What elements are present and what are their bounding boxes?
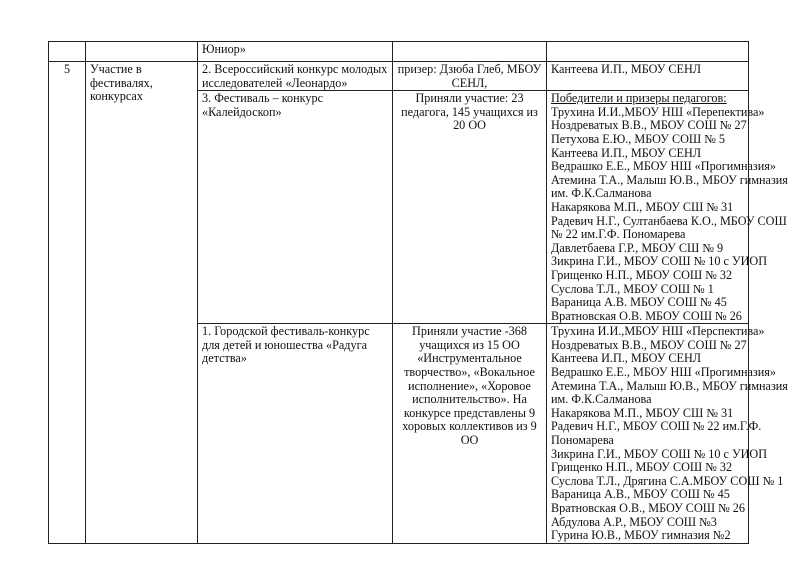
teacher-line: Кантеева И.П., МБОУ СЕНЛ xyxy=(551,351,702,366)
teachers-cell xyxy=(547,91,788,324)
teacher-line: Ведрашко Е.Е., МБОУ НШ «Прогимназия» xyxy=(551,159,776,174)
teacher-line: Накарякова М.П., МБОУ СШ № 31 xyxy=(551,199,734,214)
teacher-line: № 22 им.Г.Ф. Пономарева xyxy=(551,227,686,242)
teachers-cell xyxy=(547,324,788,544)
teacher-line: Ведрашко Е.Е., МБОУ НШ «Прогимназия» xyxy=(551,365,776,380)
result-cell xyxy=(393,42,547,62)
result-cell: Приняли участие -368 учащихся из 15 ОО «Инструментальное творчество», «Вокальное исполнение», «Хоровое исполнительство». На конкурсе представлены 9 хоровых коллективов из 9 ОО xyxy=(393,324,547,544)
teacher-line: Зикрина Г.И., МБОУ СОШ № 10 с УИОП xyxy=(551,254,768,269)
result-cell: призер: Дзюба Глеб, МБОУ СЕНЛ, xyxy=(393,62,547,91)
category-cell: Участие в фестивалях, конкурсах xyxy=(86,62,198,544)
teacher-line: Кантеева И.П., МБОУ СЕНЛ xyxy=(551,62,702,76)
teacher-line: Атемина Т.А., Малыш Ю.В., МБОУ гимназия xyxy=(551,378,788,393)
teacher-line: Грищенко Н.П., МБОУ СОШ № 32 xyxy=(551,460,733,475)
teacher-line: Пономарева xyxy=(551,433,614,448)
event-cell: 1. Городской фестиваль-конкурс для детей и юношества «Радуга детства» xyxy=(198,324,393,544)
number-cell xyxy=(49,42,86,62)
teacher-line: Давлетбаева Г.Р., МБОУ СШ № 9 xyxy=(551,240,724,255)
event-cell: 2. Всероссийский конкурс молодых исследователей «Леонардо» xyxy=(198,62,393,91)
teacher-line: Суслова Т.Л., МБОУ СОШ № 1 xyxy=(551,281,714,296)
results-table xyxy=(48,41,788,544)
teacher-line: Радевич Н.Г., МБОУ СОШ № 22 им.Г.Ф. xyxy=(551,419,762,434)
number-cell: 5 xyxy=(49,62,86,544)
result-cell: Приняли участие: 23 педагога, 145 учащихся из 20 ОО xyxy=(393,91,547,324)
teachers-heading: Победители и призеры педагогов: xyxy=(551,91,727,106)
table-row xyxy=(49,42,749,62)
teacher-line: Трухина И.И.,МБОУ НШ «Перспектива» xyxy=(551,324,765,339)
event-cell: 3. Фестиваль – конкурс «Калейдоскоп» xyxy=(198,91,393,324)
teacher-line: Радевич Н.Г., Султанбаева К.О., МБОУ СОШ xyxy=(551,213,787,228)
teacher-line: Гурина Ю.В., МБОУ гимназия №2 xyxy=(551,528,731,543)
teacher-line: Накарякова М.П., МБОУ СШ № 31 xyxy=(551,405,734,420)
teacher-line: Кантеева И.П., МБОУ СЕНЛ xyxy=(551,145,702,160)
teacher-line: им. Ф.К.Салманова xyxy=(551,392,652,407)
teacher-line: Трухина И.И.,МБОУ НШ «Перепектива» xyxy=(551,104,765,119)
teacher-line: им. Ф.К.Салманова xyxy=(551,186,652,201)
teacher-line: Суслова Т.Л., Дрягина С.А.МБОУ СОШ № 1 xyxy=(551,473,784,488)
teacher-line: Вратновская О.В., МБОУ СОШ № 26 xyxy=(551,501,745,515)
table-row xyxy=(49,62,749,91)
teacher-line: Ноздреватых В.В., МБОУ СОШ № 27 xyxy=(551,337,747,352)
teacher-line: Вратновская О.В. МБОУ СОШ № 26 xyxy=(551,308,742,323)
teacher-line: Абдулова А.Р., МБОУ СОШ №3 xyxy=(551,514,717,529)
teacher-line: Зикрина Г.И., МБОУ СОШ № 10 с УИОП xyxy=(551,446,768,461)
event-cell: Юниор» xyxy=(198,42,393,62)
teachers-cell xyxy=(547,42,749,62)
teacher-line: Петухова Е.Ю., МБОУ СОШ № 5 xyxy=(551,131,725,146)
teacher-line: Ноздреватых В.В., МБОУ СОШ № 27 xyxy=(551,118,747,133)
teachers-cell xyxy=(547,62,749,91)
teacher-line: Грищенко Н.П., МБОУ СОШ № 32 xyxy=(551,267,733,282)
teacher-line: Вараница А.В. МБОУ СОШ № 45 xyxy=(551,295,727,310)
category-cell xyxy=(86,42,198,62)
teacher-line: Вараница А.В., МБОУ СОШ № 45 xyxy=(551,487,730,502)
teacher-line: Атемина Т.А., Малыш Ю.В., МБОУ гимназия xyxy=(551,172,788,187)
